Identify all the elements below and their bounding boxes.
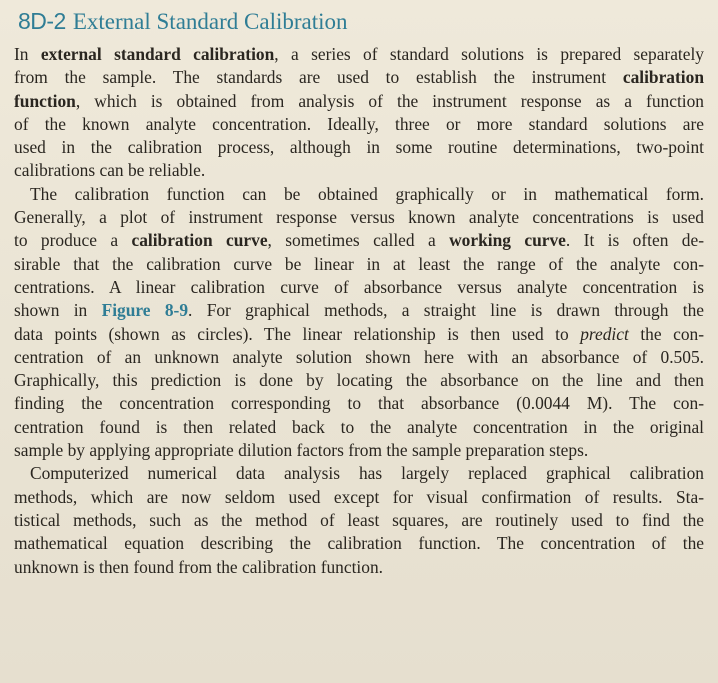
paragraph — [14, 183, 704, 463]
text-line: centration of an unknown analyte solution shown here with an absorbance of 0.505. — [14, 346, 704, 367]
text-line: to produce a calibration curve, sometimes called a working curve. It is often de- — [14, 230, 705, 251]
text-line: calibrations can be reliable. — [14, 160, 206, 181]
text-line: Computerized numerical data analysis has largely replaced graphical calibration — [30, 463, 704, 484]
section-body — [14, 43, 704, 579]
text-line: mathematical equation describing the calibration function. The concentration of the — [14, 533, 704, 554]
text-line: finding the concentration corresponding to that absorbance (0.0044 M). The con- — [14, 393, 704, 414]
text-line: The calibration function can be obtained graphically or in mathematical form. — [30, 183, 704, 204]
text-line: Generally, a plot of instrument response versus known analyte concentrations is used — [14, 207, 704, 228]
key-term: calibration — [622, 67, 704, 88]
text-line: function, which is obtained from analysis of the instrument response as a function — [14, 90, 704, 111]
section-title: External Standard Calibration — [72, 9, 348, 34]
text-line: tistical methods, such as the method of least squares, are routinely used to find the — [14, 509, 704, 530]
text-line: used in the calibration process, although in some routine determinations, two-point — [14, 137, 704, 158]
text-line: sirable that the calibration curve be linear in at least the range of the analyte con- — [14, 253, 704, 274]
text-line: unknown is then found from the calibration function. — [14, 556, 383, 577]
text-line: sample by applying appropriate dilution factors from the sample preparation steps. — [14, 440, 589, 461]
text-line: from the sample. The standards are used to establish the instrument calibration — [14, 67, 704, 88]
key-term: calibration curve — [131, 230, 268, 251]
key-term: working curve — [449, 230, 566, 251]
figure-reference[interactable]: Figure 8-9 — [101, 300, 189, 321]
text-line: In external standard calibration, a series of standard solutions is prepared separately — [14, 44, 704, 64]
emphasis: predict — [580, 323, 629, 344]
text-line: Graphically, this prediction is done by locating the absorbance on the line and then — [14, 370, 704, 391]
text-line: centrations. A linear calibration curve of absorbance versus analyte concentration is — [14, 276, 704, 297]
text-line: data points (shown as circles). The linear relationship is then used to predict the con- — [14, 323, 704, 344]
section-number: 8D-2 — [18, 8, 66, 34]
text-line: shown in Figure 8-9. For graphical methods, a straight line is drawn through the — [14, 300, 705, 321]
text-line: of the known analyte concentration. Ideally, three or more standard solutions are — [14, 113, 704, 134]
section-heading — [18, 8, 704, 35]
text-line: methods, which are now seldom used except for visual confirmation of results. Sta- — [14, 486, 704, 507]
text-line: centration found is then related back to the analyte concentration in the original — [14, 416, 704, 437]
key-term: external standard calibration — [40, 44, 275, 64]
paragraph — [14, 462, 704, 578]
key-term: function — [14, 90, 76, 111]
paragraph — [14, 43, 704, 183]
